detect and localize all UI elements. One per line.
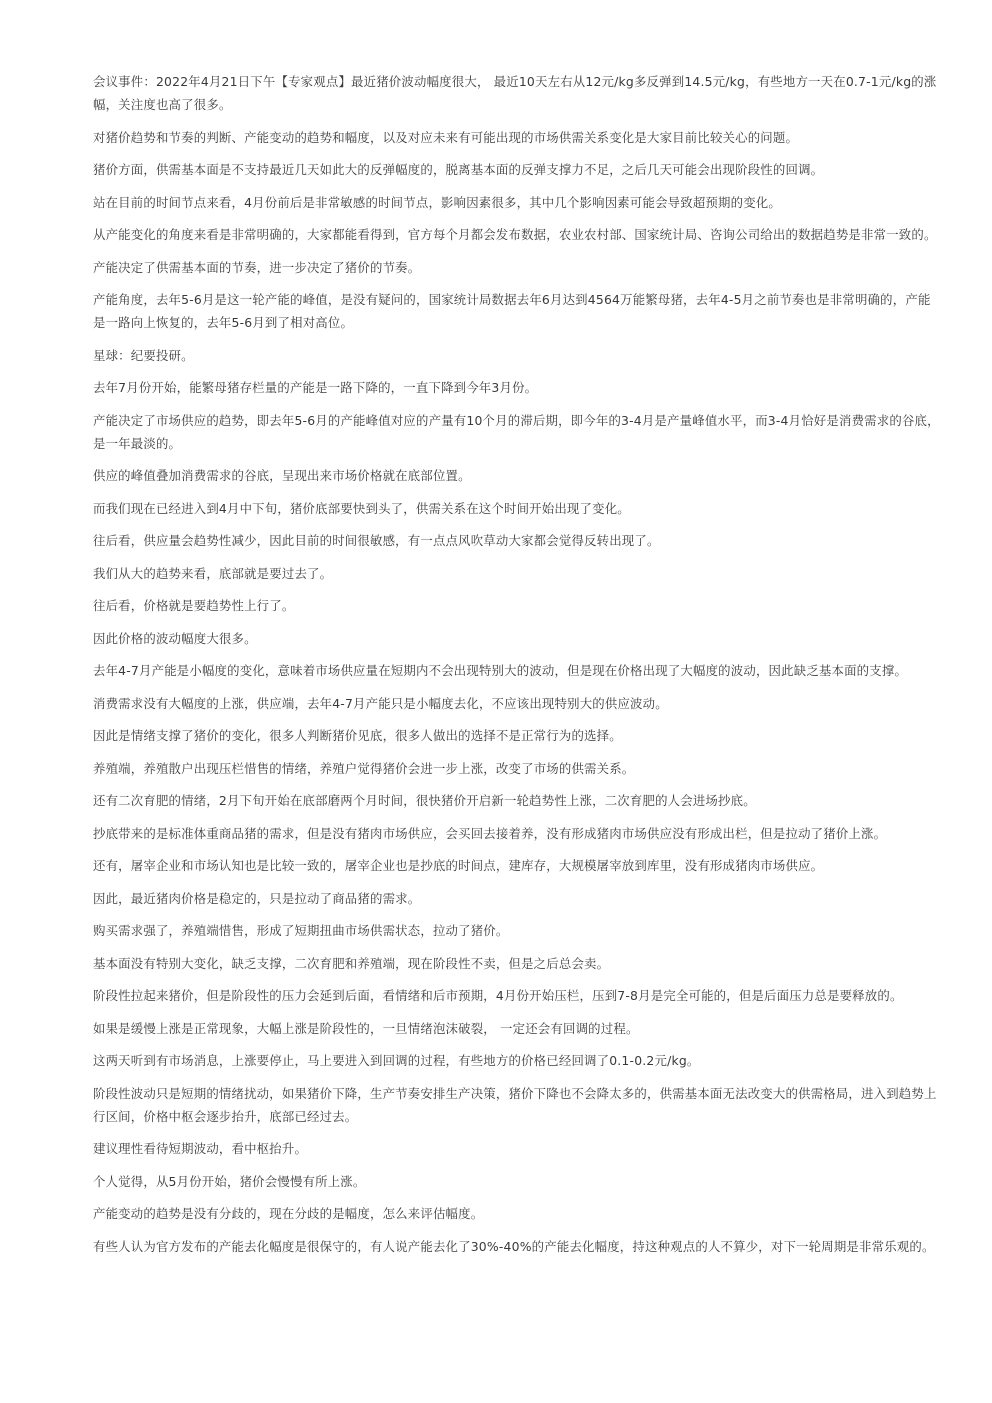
paragraph: 购买需求强了，养殖端惜售，形成了短期扭曲市场供需状态，拉动了猪价。 [93, 923, 509, 938]
paragraph: 有些人认为官方发布的产能去化幅度是很保守的，有人说产能去化了30%-40%的产能去化幅度，持这种观点的人不算少，对下一轮周期是非常乐观的。 [93, 1238, 935, 1254]
paragraph: 因此是情绪支撑了猪价的变化，很多人判断猪价见底，很多人做出的选择不是正常行为的选择。 [93, 728, 622, 743]
paragraph: 去年7月份开始，能繁母猪存栏量的产能是一路下降的，一直下降到今年3月份。 [93, 380, 538, 395]
paragraph: 还有，屠宰企业和市场认知也是比较一致的，屠宰企业也是抄底的时间点，建库存，大规模屠宰放到库里，没有形成猪肉市场供应。 [93, 858, 824, 873]
paragraph: 产能变动的趋势是没有分歧的，现在分歧的是幅度，怎么来评估幅度。 [93, 1206, 484, 1221]
paragraph: 产能决定了市场供应的趋势，即去年5-6月的产能峰值对应的产量有10个月的滞后期，即今年的3-4月是产量峰值水平，而3-4月恰好是消费需求的谷底，是一年最淡的。 [93, 412, 940, 451]
paragraph: 还有二次育肥的情绪，2月下旬开始在底部磨两个月时间，很快猪价开启新一轮趋势性上涨，二次育肥的人会进场抄底。 [93, 793, 756, 808]
paragraph: 从产能变化的角度来看是非常明确的，大家都能看得到，官方每个月都会发布数据，农业农村部、国家统计局、咨询公司给出的数据趋势是非常一致的。 [93, 227, 937, 242]
paragraph: 建议理性看待短期波动，看中枢抬升。 [93, 1141, 308, 1156]
paragraph: 对猪价趋势和节奏的判断、产能变动的趋势和幅度，以及对应未来有可能出现的市场供需关系变化是大家目前比较关心的问题。 [93, 129, 799, 145]
paragraph: 这两天听到有市场消息，上涨要停止，马上要进入到回调的过程，有些地方的价格已经回调了0.1-0.2元/kg。 [93, 1053, 700, 1068]
paragraph: 因此价格的波动幅度大很多。 [93, 630, 257, 646]
paragraph: 往后看，价格就是要趋势性上行了。 [93, 598, 295, 613]
paragraph: 消费需求没有大幅度的上涨，供应端，去年4-7月产能只是小幅度去化，不应该出现特别大的供应波动。 [93, 695, 668, 711]
paragraph: 个人觉得，从5月份开始，猪价会慢慢有所上涨。 [93, 1173, 366, 1189]
document-body [93, 70, 943, 1267]
paragraph: 基本面没有特别大变化，缺乏支撑，二次育肥和养殖端，现在阶段性不卖，但是之后总会卖。 [93, 955, 610, 971]
paragraph: 产能决定了供需基本面的节奏，进一步决定了猪价的节奏。 [93, 259, 421, 275]
paragraph: 星球：纪要投研。 [93, 347, 194, 363]
paragraph: 会议事件：2022年4月21日下午【专家观点】最近猪价波动幅度很大， 最近10天左右从12元/kg多反弹到14.5元/kg，有些地方一天在0.7-1元/kg的涨幅，关注度也高了很多。 [93, 74, 937, 112]
paragraph: 如果是缓慢上涨是正常现象，大幅上涨是阶段性的，一旦情绪泡沫破裂， 一定还会有回调的过程。 [93, 1020, 639, 1036]
paragraph: 供应的峰值叠加消费需求的谷底，呈现出来市场价格就在底部位置。 [93, 468, 471, 483]
paragraph: 猪价方面，供需基本面是不支持最近几天如此大的反弹幅度的，脱离基本面的反弹支撑力不足，之后几天可能会出现阶段性的回调。 [93, 162, 824, 177]
paragraph: 去年4-7月产能是小幅度的变化，意味着市场供应量在短期内不会出现特别大的波动，但是现在价格出现了大幅度的波动，因此缺乏基本面的支撑。 [93, 663, 908, 678]
paragraph: 我们从大的趋势来看，底部就是要过去了。 [93, 565, 333, 581]
paragraph: 因此，最近猪肉价格是稳定的，只是拉动了商品猪的需求。 [93, 890, 421, 906]
paragraph: 养殖端，养殖散户出现压栏惜售的情绪，养殖户觉得猪价会进一步上涨，改变了市场的供需关系。 [93, 760, 635, 776]
paragraph: 阶段性拉起来猪价，但是阶段性的压力会延到后面，看情绪和后市预期，4月份开始压栏，压到7-8月是完全可能的，但是后面压力总是要释放的。 [93, 988, 903, 1003]
paragraph: 产能角度，去年5-6月是这一轮产能的峰值，是没有疑问的，国家统计局数据去年6月达到4564万能繁母猪，去年4-5月之前节奏也是非常明确的，产能是一路向上恢复的，去年5-6月到了相对高位。 [93, 292, 931, 330]
paragraph: 抄底带来的是标准体重商品猪的需求，但是没有猪肉市场供应，会买回去接着养，没有形成猪肉市场供应没有形成出栏，但是拉动了猪价上涨。 [93, 825, 887, 841]
paragraph: 往后看，供应量会趋势性减少，因此目前的时间很敏感，有一点点风吹草动大家都会觉得反转出现了。 [93, 533, 660, 548]
paragraph: 阶段性波动只是短期的情绪扰动，如果猪价下降，生产节奏安排生产决策，猪价下降也不会降太多的，供需基本面无法改变大的供需格局，进入到趋势上行区间，价格中枢会逐步抬升，底部已经过去。 [93, 1085, 937, 1124]
paragraph: 站在目前的时间节点来看，4月份前后是非常敏感的时间节点，影响因素很多，其中几个影响因素可能会导致超预期的变化。 [93, 194, 781, 210]
paragraph: 而我们现在已经进入到4月中下旬，猪价底部要快到头了，供需关系在这个时间开始出现了变化。 [93, 500, 630, 516]
